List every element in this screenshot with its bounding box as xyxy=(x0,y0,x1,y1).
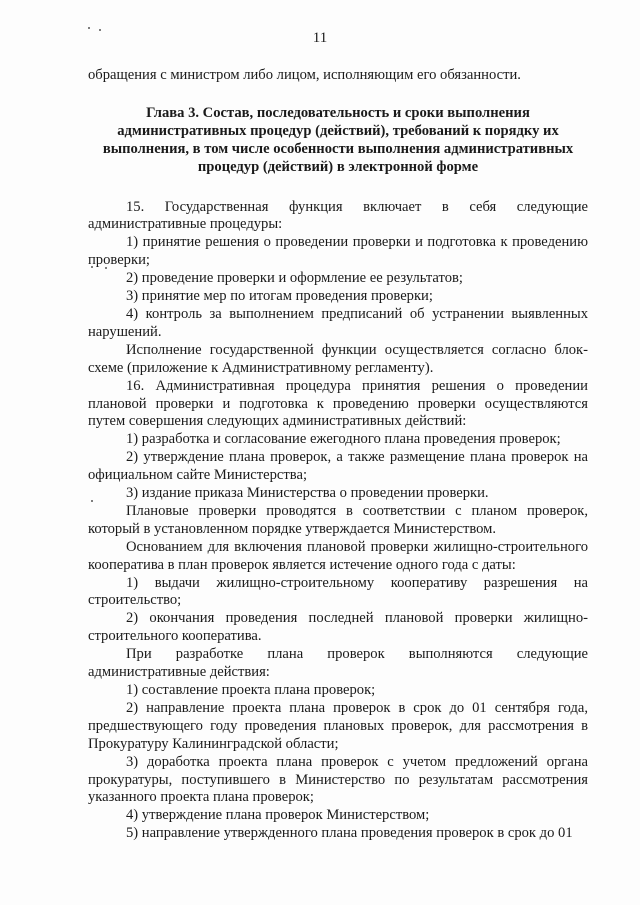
body-text xyxy=(88,67,588,843)
page-number: 11 xyxy=(312,30,328,46)
paragraph: При разработке плана проверок выполняются следующие административные действия: xyxy=(88,646,588,681)
paragraph: 4) утверждение плана проверок Министерством; xyxy=(126,807,430,824)
paragraph: 3) доработка проекта плана проверок с учетом предложений органа прокуратуры, поступившего в Министерство по результатам рассмотрения указанного проекта плана проверок; xyxy=(88,753,588,806)
paragraph: 2) утверждение плана проверок, а также размещение плана проверок на официальном сайте Министерства; xyxy=(88,449,588,484)
paragraph: 3) принятие мер по итогам проведения проверки; xyxy=(126,288,433,305)
paragraph: 1) принятие решения о проведении проверки и подготовка к проведению проверки; xyxy=(88,234,588,269)
paragraph: 15. Государственная функция включает в себя следующие административные процедуры: xyxy=(88,198,588,233)
paragraph: 2) проведение проверки и оформление ее результатов; xyxy=(126,270,463,287)
paragraph: 16. Административная процедура принятия решения о проведении плановой проверки и подготовка к проведению проверки осуществляются путем совершения следующих административных действий: xyxy=(88,377,588,430)
paragraph: 2) направление проекта плана проверок в срок до 01 сентября года, предшествующего году проведения плановых проверок, для рассмотрения в Прокуратуру Калининградской области; xyxy=(88,699,588,752)
paragraph: Плановые проверки проводятся в соответствии с планом проверок, который в установленном порядке утверждается Министерством. xyxy=(88,502,588,537)
paragraph: 2) окончания проведения последней плановой проверки жилищно-строительного кооператива. xyxy=(88,610,588,645)
paragraph: 1) выдачи жилищно-строительному кооперативу разрешения на строительство; xyxy=(88,574,588,609)
paragraph: 5) направление утвержденного плана проведения проверок в срок до 01 xyxy=(126,825,573,842)
paragraph: 4) контроль за выполнением предписаний об устранении выявленных нарушений. xyxy=(88,305,588,340)
paragraph: Основанием для включения плановой проверки жилищно-строительного кооператива в план проверок является истечение одного года с даты: xyxy=(88,538,588,573)
scan-speck xyxy=(88,27,90,29)
chapter-title: Глава 3. Состав, последовательность и сроки выполнения административных процедур (действий), требований к порядку их выполнения, в том числе особенности выполнения административных процедур (действий) в электронной форме xyxy=(102,104,574,175)
paragraph: Исполнение государственной функции осуществляется согласно блок-схеме (приложение к Административному регламенту). xyxy=(88,341,588,376)
paragraph: 3) издание приказа Министерства о проведении проверки. xyxy=(126,485,489,502)
paragraph: 1) составление проекта плана проверок; xyxy=(126,682,376,698)
scan-speck xyxy=(99,29,101,31)
lead-line: обращения с министром либо лицом, исполняющим его обязанности. xyxy=(88,67,521,83)
paragraph: 1) разработка и согласование ежегодного плана проведения проверок; xyxy=(126,431,561,448)
